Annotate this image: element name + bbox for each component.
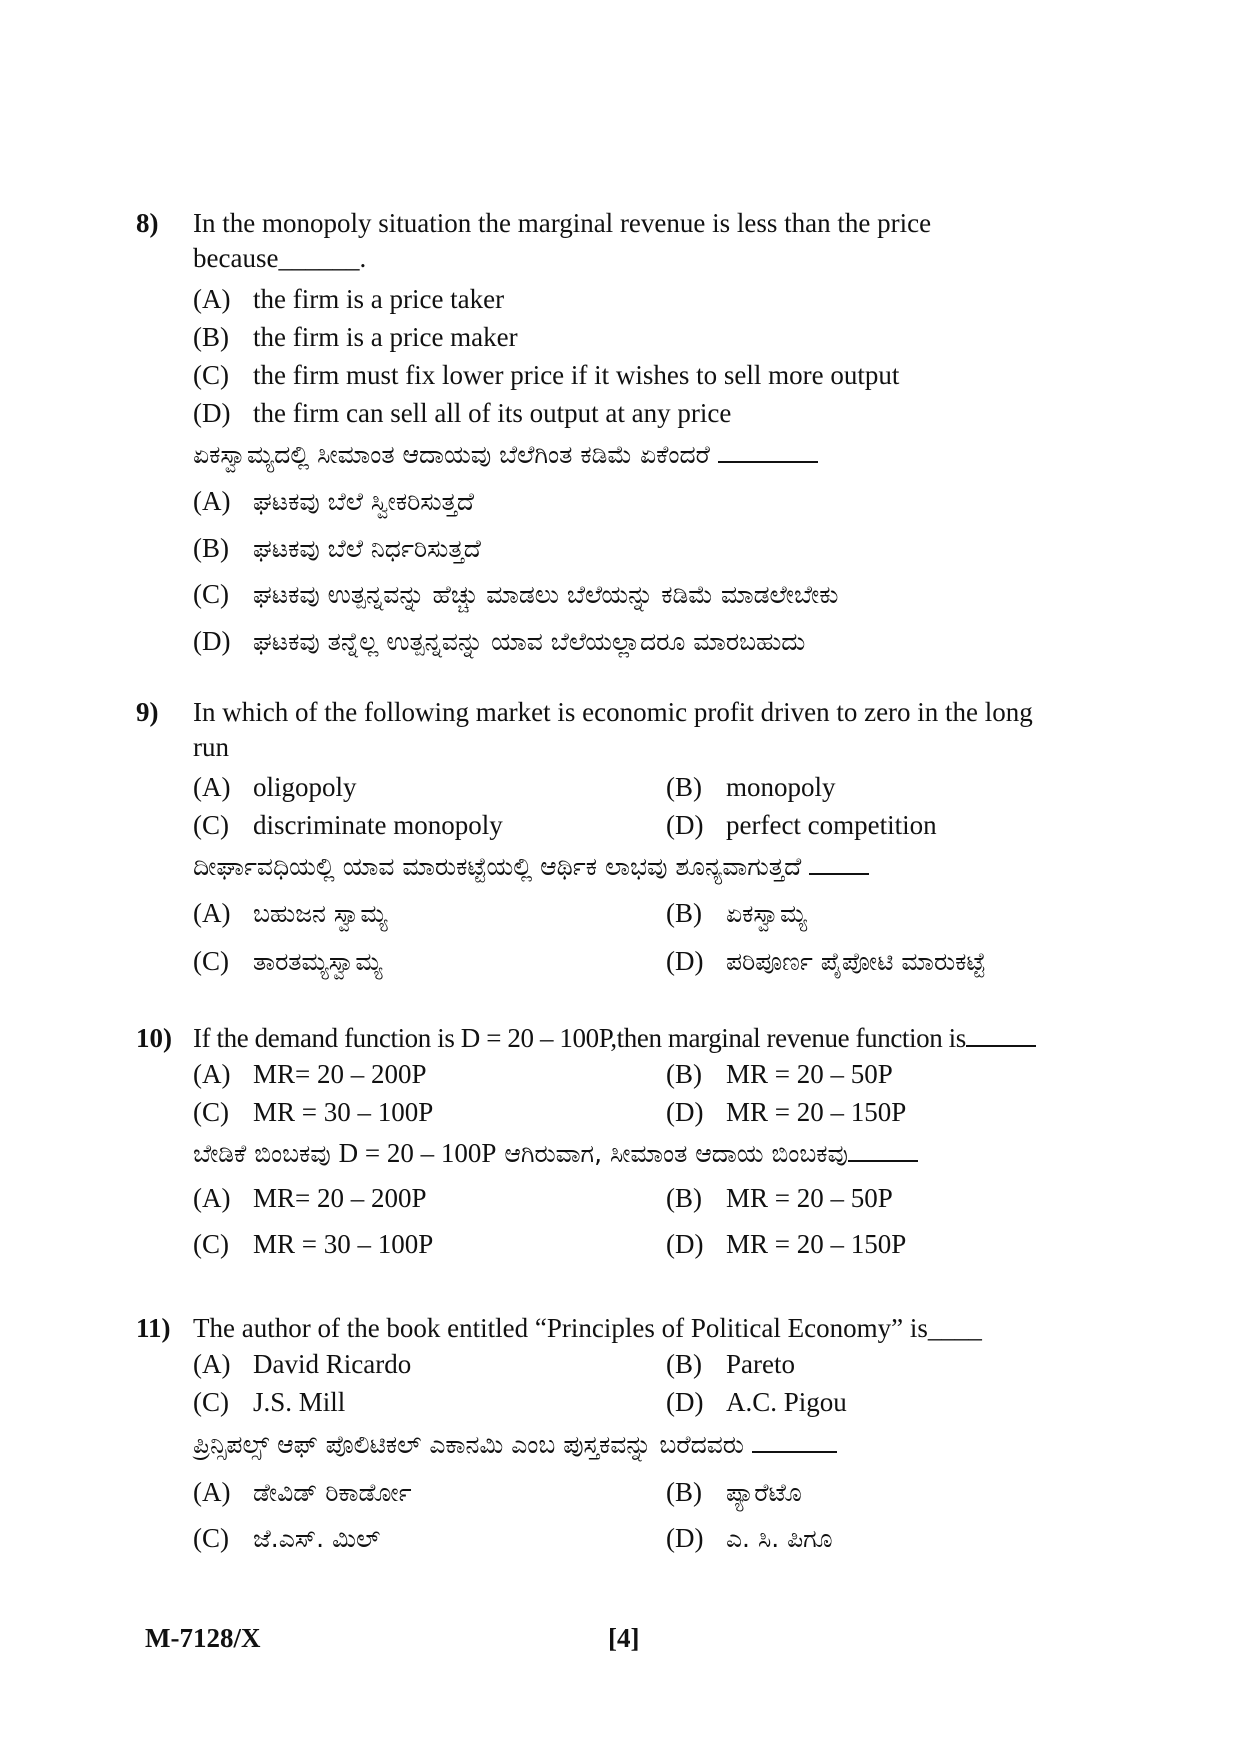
option-a-kannada: (A) ಘಟಕವು ಬೆಲೆ ಸ್ವೀಕರಿಸುತ್ತದೆ — [193, 486, 475, 516]
question-stem — [193, 695, 1083, 765]
option-d: (D) perfect competition — [666, 810, 937, 840]
stem-line: run — [193, 732, 229, 762]
option-b: (B) MR = 20 – 50P — [666, 1059, 893, 1089]
question-stem-kannada: ದೀರ್ಘಾವಧಿಯಲ್ಲಿ ಯಾವ ಮಾರುಕಟ್ಟೆಯಲ್ಲಿ ಆರ್ಥಿಕ ಲಾಭವು ಶೂನ್ಯವಾಗುತ್ತದೆ — [193, 852, 869, 882]
option-c: (C) the firm must fix lower price if it wishes to sell more output — [193, 360, 900, 390]
question-stem-kannada: ಪ್ರಿನ್ಸಿಪಲ್ಸ್ ಆಫ್ ಪೊಲಿಟಿಕಲ್ ಎಕಾನಮಿ ಎಂಬ ಪುಸ್ತಕವನ್ನು ಬರೆದವರು — [193, 1430, 837, 1460]
option-d: (D) A.C. Pigou — [666, 1387, 847, 1417]
option-b: (B) Pareto — [666, 1349, 795, 1379]
option-a: (A) oligopoly — [193, 772, 357, 802]
option-c-kannada: (C) ತಾರತಮ್ಯಸ್ವಾಮ್ಯ — [193, 946, 383, 976]
option-b-kannada: (B) ಪ್ಯಾರೆಟೊ — [666, 1477, 802, 1507]
stem-line: In the monopoly situation the marginal revenue is less than the price — [193, 208, 932, 238]
option-a: (A) MR= 20 – 200P — [193, 1059, 427, 1089]
option-b: (B) the firm is a price maker — [193, 322, 518, 352]
option-c-kannada: (C) ಜೆ.ಎಸ್. ಮಿಲ್ — [193, 1523, 381, 1553]
option-a-kannada: (A) ಡೇವಿಡ್ ರಿಕಾರ್ಡೋ — [193, 1477, 412, 1507]
option-b: (B) monopoly — [666, 772, 836, 802]
option-c: (C) J.S. Mill — [193, 1387, 346, 1417]
question-number: 9) — [136, 697, 159, 727]
option-d: (D) the firm can sell all of its output at any price — [193, 398, 732, 428]
option-b-kannada: (B) MR = 20 – 50P — [666, 1183, 893, 1213]
question-stem — [193, 1021, 1083, 1056]
question-stem: The author of the book entitled “Principles of Political Economy” is____ — [193, 1313, 982, 1343]
question-stem-kannada: ಏಕಸ್ವಾಮ್ಯದಲ್ಲಿ ಸೀಮಾಂತ ಆದಾಯವು ಬೆಲೆಗಿಂತ ಕಡಿಮೆ ಏಕೆಂದರೆ — [193, 440, 818, 470]
option-d-kannada: (D) ಎ. ಸಿ. ಪಿಗೂ — [666, 1523, 833, 1553]
option-a: (A) the firm is a price taker — [193, 284, 505, 314]
option-d-kannada: (D) ಘಟಕವು ತನ್ನೆಲ್ಲ ಉತ್ಪನ್ನವನ್ನು ಯಾವ ಬೆಲೆಯಲ್ಲಾದರೂ ಮಾರಬಹುದು — [193, 626, 806, 656]
stem-line: If the demand function is D = 20 – 100P,then marginal revenue function is — [193, 1023, 966, 1053]
option-a-kannada: (A) MR= 20 – 200P — [193, 1183, 427, 1213]
question-number: 8) — [136, 208, 159, 238]
option-d-kannada: (D) ಪರಿಪೂರ್ಣ ಪೈಪೋಟಿ ಮಾರುಕಟ್ಟೆ — [666, 946, 986, 976]
question-stem — [193, 206, 1083, 276]
option-c: (C) MR = 30 – 100P — [193, 1097, 434, 1127]
option-b-kannada: (B) ಏಕಸ್ವಾಮ್ಯ — [666, 898, 808, 928]
question-number: 11) — [136, 1313, 171, 1343]
page-number: [4] — [608, 1623, 640, 1653]
option-d: (D) MR = 20 – 150P — [666, 1097, 907, 1127]
option-d-kannada: (D) MR = 20 – 150P — [666, 1229, 907, 1259]
paper-code: M-7128/X — [145, 1623, 261, 1653]
option-c-kannada: (C) ಘಟಕವು ಉತ್ಪನ್ನವನ್ನು ಹೆಚ್ಚು ಮಾಡಲು ಬೆಲೆಯನ್ನು ಕಡಿಮೆ ಮಾಡಲೇಬೇಕು — [193, 579, 839, 609]
stem-line: In which of the following market is economic profit driven to zero in the long — [193, 697, 1033, 727]
question-number: 10) — [136, 1023, 172, 1053]
option-a: (A) David Ricardo — [193, 1349, 412, 1379]
option-c-kannada: (C) MR = 30 – 100P — [193, 1229, 434, 1259]
stem-line: because______. — [193, 243, 367, 273]
option-b-kannada: (B) ಘಟಕವು ಬೆಲೆ ನಿರ್ಧರಿಸುತ್ತದೆ — [193, 533, 481, 563]
question-stem-kannada: ಬೇಡಿಕೆ ಬಿಂಬಕವು D = 20 – 100P ಆಗಿರುವಾಗ, ಸೀಮಾಂತ ಆದಾಯ ಬಿಂಬಕವು — [193, 1138, 918, 1169]
option-a-kannada: (A) ಬಹುಜನ ಸ್ವಾಮ್ಯ — [193, 898, 388, 928]
option-c: (C) discriminate monopoly — [193, 810, 503, 840]
